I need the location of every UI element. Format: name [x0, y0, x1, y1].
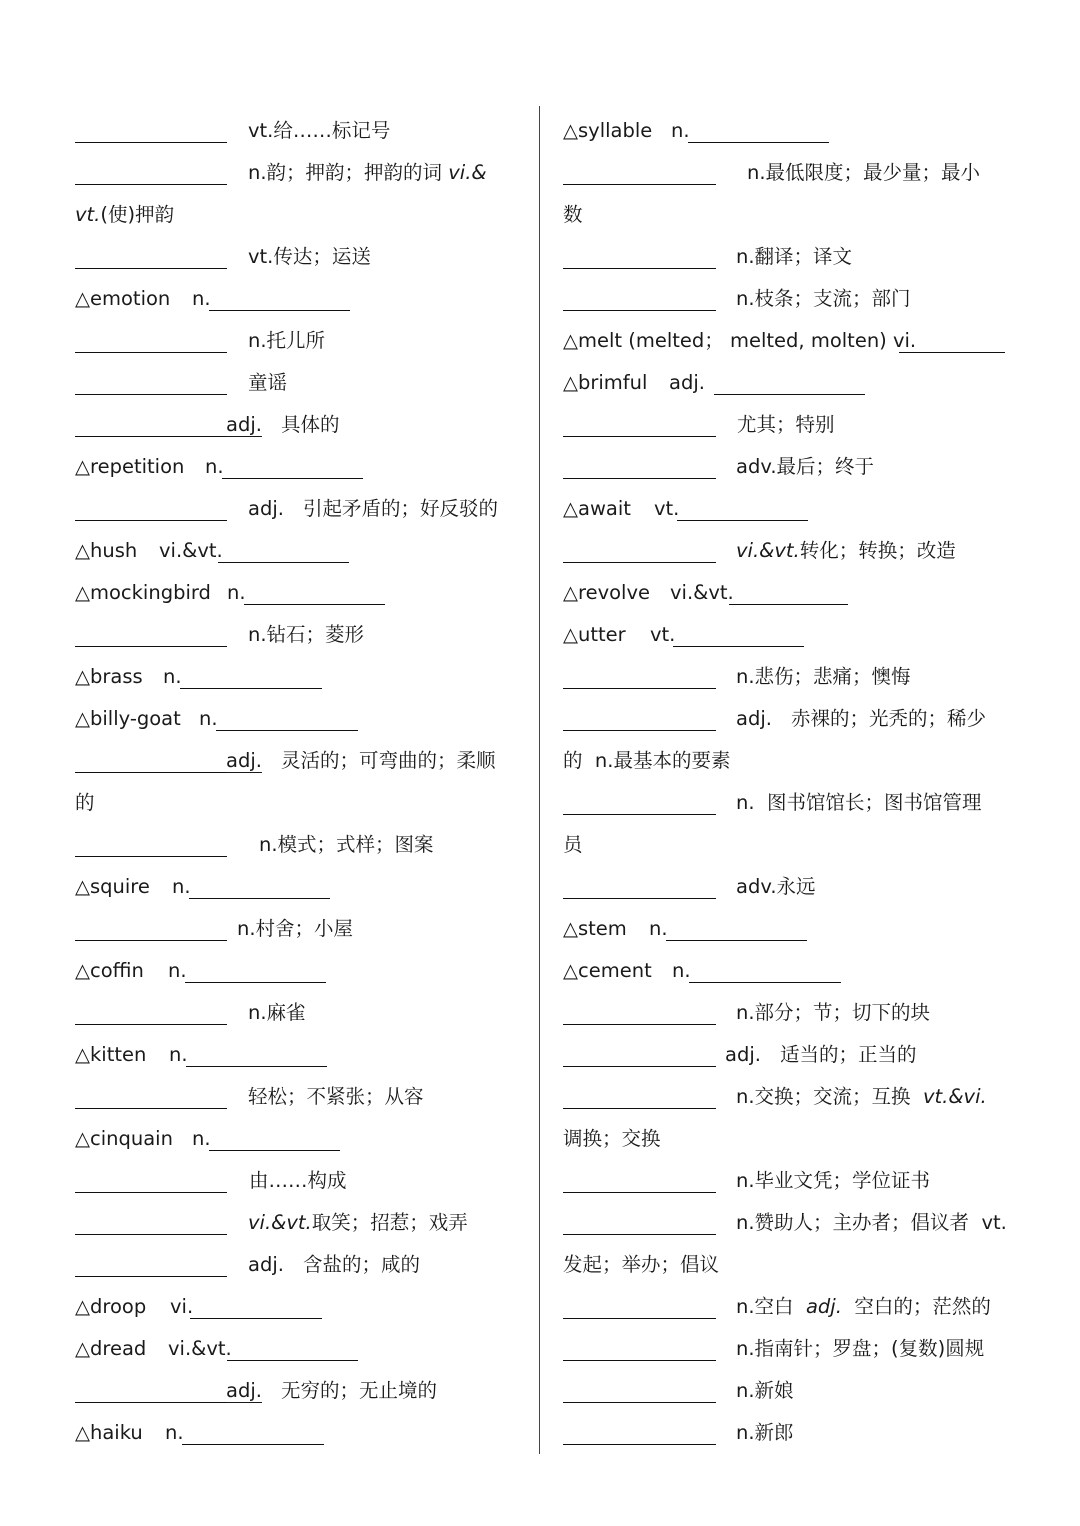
right-row-3: 数 — [563, 203, 583, 226]
right-row-21: △cement n. — [563, 950, 1009, 992]
left-row-11: △hush vi.&vt. — [75, 530, 523, 572]
left-row-29: △droop vi. — [75, 1286, 523, 1328]
right-row-12: △revolve vi.&vt. — [563, 572, 1009, 614]
left-row-17: 的 — [75, 791, 95, 814]
left-row-28: adj. 含盐的；咸的 — [75, 1244, 523, 1286]
answer-blank[interactable] — [563, 814, 716, 815]
left-row-2: n.韵；押韵；押韵的词 vi.& — [75, 152, 523, 194]
answer-blank[interactable] — [563, 1192, 716, 1193]
column-divider — [539, 106, 540, 1454]
answer-blank[interactable] — [899, 352, 1005, 353]
answer-blank[interactable] — [563, 1444, 716, 1445]
answer-blank[interactable] — [563, 478, 716, 479]
right-row-23: adj. 适当的；正当的 — [563, 1034, 1009, 1076]
left-row-23: △kitten n. — [75, 1034, 523, 1076]
left-row-27: vi.&vt.取笑；招惹；戏弄 — [75, 1202, 523, 1244]
answer-blank[interactable] — [666, 940, 807, 941]
left-row-4: vt.传达；运送 — [75, 236, 523, 278]
left-row-10: adj. 引起矛盾的；好反驳的 — [75, 488, 523, 530]
answer-blank[interactable] — [75, 1234, 227, 1235]
answer-blank[interactable] — [185, 982, 326, 983]
right-row-11: vi.&vt.转化；转换；改造 — [563, 530, 1009, 572]
right-row-13: △utter vt. — [563, 614, 1009, 656]
answer-blank[interactable] — [563, 688, 716, 689]
left-row-26: 由……构成 — [75, 1160, 523, 1202]
answer-blank[interactable] — [563, 1318, 716, 1319]
left-row-5: △emotion n. — [75, 278, 523, 320]
answer-blank[interactable] — [75, 646, 227, 647]
right-row-20: △stem n. — [563, 908, 1009, 950]
answer-blank[interactable] — [673, 646, 804, 647]
answer-blank[interactable] — [563, 436, 716, 437]
answer-blank[interactable] — [563, 730, 716, 731]
right-row-26: n.毕业文凭；学位证书 — [563, 1160, 1009, 1202]
right-row-1: △syllable n. — [563, 110, 1009, 152]
left-row-19: △squire n. — [75, 866, 523, 908]
answer-blank[interactable] — [216, 730, 358, 731]
answer-blank[interactable] — [182, 1444, 324, 1445]
answer-blank[interactable] — [227, 1360, 358, 1361]
answer-blank[interactable] — [563, 1402, 716, 1403]
answer-blank[interactable] — [563, 268, 716, 269]
answer-blank[interactable] — [563, 310, 716, 311]
right-row-32: n.新郎 — [563, 1412, 1009, 1454]
answer-blank[interactable] — [75, 520, 227, 521]
left-row-21: △coffin n. — [75, 950, 523, 992]
answer-blank[interactable] — [209, 310, 350, 311]
answer-blank[interactable] — [75, 352, 227, 353]
left-row-3: vt.(使)押韵 — [75, 203, 175, 226]
left-row-9: △repetition n. — [75, 446, 523, 488]
answer-blank[interactable] — [677, 520, 808, 521]
right-row-27: n.赞助人；主办者；倡议者 vt. — [563, 1202, 1009, 1244]
left-row-20: n.村舍；小屋 — [75, 908, 523, 950]
right-row-24: n.交换；交流；互换 vt.&vi. — [563, 1076, 1009, 1118]
answer-blank[interactable] — [714, 394, 865, 395]
answer-blank[interactable] — [222, 478, 363, 479]
answer-blank[interactable] — [189, 898, 330, 899]
answer-blank[interactable] — [218, 562, 349, 563]
right-row-8: 尤其；特别 — [563, 404, 1009, 446]
answer-blank[interactable] — [75, 1192, 227, 1193]
answer-blank[interactable] — [75, 940, 227, 941]
answer-blank[interactable] — [563, 562, 716, 563]
right-row-9: adv.最后；终于 — [563, 446, 1009, 488]
answer-blank[interactable] — [563, 1066, 716, 1067]
left-row-32: △haiku n. — [75, 1412, 523, 1454]
right-column — [563, 110, 1009, 1454]
answer-blank[interactable] — [689, 982, 841, 983]
answer-blank[interactable] — [180, 688, 322, 689]
left-row-31: adj. 无穷的；无止境的 — [75, 1370, 523, 1412]
left-row-8: adj. 具体的 — [75, 404, 523, 446]
right-row-6: △melt (melted； melted, molten) vi. — [563, 320, 1009, 362]
right-row-15: adj. 赤裸的；光秃的；稀少 — [563, 698, 1009, 740]
left-row-24: 轻松；不紧张；从容 — [75, 1076, 523, 1118]
right-row-4: n.翻译；译文 — [563, 236, 1009, 278]
left-column — [75, 110, 523, 1454]
left-row-14: △brass n. — [75, 656, 523, 698]
answer-blank[interactable] — [563, 1234, 716, 1235]
answer-blank[interactable] — [75, 394, 227, 395]
answer-blank[interactable] — [75, 1402, 227, 1403]
left-row-22: n.麻雀 — [75, 992, 523, 1034]
answer-blank[interactable] — [244, 604, 385, 605]
right-row-29: n.空白 adj. 空白的；茫然的 — [563, 1286, 1009, 1328]
answer-blank[interactable] — [75, 1276, 227, 1277]
answer-blank[interactable] — [75, 1108, 227, 1109]
left-row-25: △cinquain n. — [75, 1118, 523, 1160]
left-row-18: n.模式；式样；图案 — [75, 824, 523, 866]
right-row-14: n.悲伤；悲痛；懊悔 — [563, 656, 1009, 698]
answer-blank[interactable] — [563, 184, 716, 185]
answer-blank[interactable] — [75, 436, 227, 437]
answer-blank[interactable] — [75, 142, 227, 143]
answer-blank[interactable] — [75, 772, 227, 773]
left-row-6: n.托儿所 — [75, 320, 523, 362]
answer-blank[interactable] — [75, 184, 227, 185]
right-row-18: 员 — [563, 833, 583, 856]
right-row-19: adv.永远 — [563, 866, 1009, 908]
answer-blank[interactable] — [75, 1024, 227, 1025]
right-row-5: n.枝条；支流；部门 — [563, 278, 1009, 320]
right-row-22: n.部分；节；切下的块 — [563, 992, 1009, 1034]
left-row-7: 童谣 — [75, 362, 523, 404]
answer-blank[interactable] — [563, 1024, 716, 1025]
right-row-7: △brimful adj. — [563, 362, 1009, 404]
right-row-31: n.新娘 — [563, 1370, 1009, 1412]
right-row-10: △await vt. — [563, 488, 1009, 530]
right-row-17: n. 图书馆馆长；图书馆管理 — [563, 782, 1009, 824]
left-row-13: n.钻石；菱形 — [75, 614, 523, 656]
answer-blank[interactable] — [729, 604, 848, 605]
left-row-30: △dread vi.&vt. — [75, 1328, 523, 1370]
answer-blank[interactable] — [563, 1108, 716, 1109]
right-row-30: n.指南针；罗盘；(复数)圆规 — [563, 1328, 1009, 1370]
answer-blank[interactable] — [563, 1360, 716, 1361]
answer-blank[interactable] — [209, 1150, 340, 1151]
answer-blank[interactable] — [688, 142, 829, 143]
answer-blank[interactable] — [75, 856, 227, 857]
left-row-16: adj. 灵活的；可弯曲的；柔顺 — [75, 740, 523, 782]
right-row-16: 的 n.最基本的要素 — [563, 749, 731, 772]
right-row-28: 发起；举办；倡议 — [563, 1253, 720, 1276]
right-row-25: 调换；交换 — [563, 1127, 661, 1150]
right-row-2: n.最低限度；最少量；最小 — [563, 152, 1009, 194]
left-row-15: △billy-goat n. — [75, 698, 523, 740]
left-row-1: vt.给……标记号 — [75, 110, 523, 152]
answer-blank[interactable] — [190, 1318, 322, 1319]
answer-blank[interactable] — [75, 268, 227, 269]
left-row-12: △mockingbird n. — [75, 572, 523, 614]
answer-blank[interactable] — [563, 898, 716, 899]
answer-blank[interactable] — [186, 1066, 327, 1067]
